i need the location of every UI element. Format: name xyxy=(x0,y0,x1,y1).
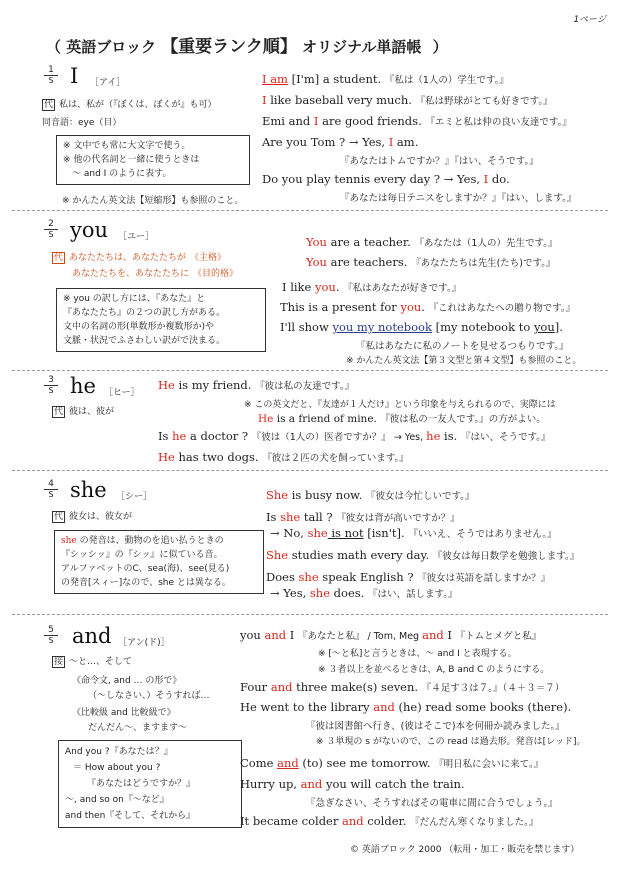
example-sentence: → Yes, she does. 『はい、話します。』 xyxy=(270,586,458,600)
entry-meaning: 代 彼は、彼が xyxy=(54,407,115,417)
page-title xyxy=(46,32,448,57)
example-sentence: Four and three make(s) seven. 『４足す３は７。』（４＋３＝７） xyxy=(240,680,565,694)
example-sentence: Is she tall ? 『彼女は背が高いですか？』 xyxy=(266,510,460,524)
divider xyxy=(12,470,608,471)
entry-number: 2 S xyxy=(44,220,58,239)
example-sentence: Hurry up, and you will catch the train. xyxy=(240,777,465,791)
example-sentence: I like you. 『私はあなたが好きです。』 xyxy=(282,280,462,294)
entry-sense: だんだん～、ますます～ xyxy=(88,723,188,733)
entry-meaning: 代 私は、私が（『ぼくは、ぼくが』も可） xyxy=(44,100,217,110)
example-sentence: She is busy now. 『彼女は今忙しいです。』 xyxy=(266,488,475,502)
entry-number: 1 S xyxy=(44,66,58,85)
example-sentence: You are a teacher. 『あなたは（1人の）先生です。』 xyxy=(306,235,558,249)
entry-sense: 《命令文, and … の形で》 xyxy=(72,676,182,686)
entry-reading: ［ヒー］ xyxy=(104,388,140,398)
example-note: ※ かんたん英文法【第３文型と第４文型】も参照のこと。 xyxy=(346,356,582,366)
entry-word: she xyxy=(70,478,107,502)
divider xyxy=(12,210,608,211)
example-sentence: I am [I'm] a student. 『私は（1人の）学生です。』 xyxy=(262,72,509,86)
example-sentence: Are you Tom ? → Yes, I am. xyxy=(262,135,419,149)
entry-meaning: 接 ～と…、そして xyxy=(54,657,133,667)
example-sentence: → No, she is not [isn't]. 『いいえ、そうではありません。』 xyxy=(270,526,557,540)
entry-reading: ［ユー］ xyxy=(118,232,155,242)
note-extra: ※ かんたん英文法【短縮形】も参照のこと。 xyxy=(62,196,244,206)
entry-meaning: あなたたちを、あなたたちに 《目的格》 xyxy=(72,269,239,279)
example-sentence: you and I 『あなたと私』 / Tom, Meg and I 『トムとメグと私』 xyxy=(240,628,542,642)
example-sentence: He went to the library and (he) read some books (there). xyxy=(240,700,572,714)
example-sentence: She studies math every day. 『彼女は毎日数学を勉強します。』 xyxy=(266,548,580,562)
example-translation: 『あなたは毎日テニスをしますか？』『はい、します。』 xyxy=(340,193,577,204)
note-box: ※ 文中でも常に大文字で使う。 ※ 他の代名詞と一緒に使うときは ～ and I のように表す。 xyxy=(56,135,250,185)
example-note: ※ [～と私]と言うときは、～ and I と表現する。 xyxy=(318,649,517,659)
example-sentence: Do you play tennis every day ? → Yes, I do. xyxy=(262,172,510,186)
title-open: （ xyxy=(46,38,62,56)
example-sentence: You are teachers. 『あなたたちは先生(たち)です。』 xyxy=(306,255,556,269)
example-sentence: Come and (to) see me tomorrow. 『明日私に会いに来て。』 xyxy=(240,756,544,770)
example-sentence: Emi and I are good friends. 『エミと私は仲の良い友達です。』 xyxy=(262,114,572,128)
entry-reading: ［アン(ド)］ xyxy=(118,638,170,648)
example-sentence: Is he a doctor ? 『彼は（1人の）医者ですか？』 → Yes, he is. 『はい、そうです。』 xyxy=(158,429,551,443)
entry-word: you xyxy=(70,218,109,242)
page-label: 1ページ xyxy=(573,15,606,25)
entry-meaning: 代 彼女は、彼女が xyxy=(54,512,133,522)
title-part2: 【重要ランク順】 xyxy=(161,37,297,57)
entry-sense: 《比較級 and 比較級で》 xyxy=(72,708,176,718)
title-part1: 英語ブロック xyxy=(66,38,156,56)
example-sentence: He is a friend of mine. 『彼は私の一友人です。』の方がよい。 xyxy=(258,413,546,425)
phrase-box: And you ?『あなたは？』 ＝ How about you ? 『あなたはどうですか？』 ～, and so on『～など』 and then『そして、それから』 xyxy=(58,740,242,828)
entry-sense: （～しなさい、）そうすれば… xyxy=(88,691,210,701)
example-sentence: He is my friend. 『彼は私の友達です。』 xyxy=(158,378,355,392)
example-translation: 『あなたはトムですか？』『はい、そうです。』 xyxy=(340,156,539,167)
example-sentence: Does she speak English ? 『彼女は英語を話しますか？』 xyxy=(266,570,551,584)
entry-homophone: 同音語：eye（目） xyxy=(42,118,122,128)
entry-number: 3 S xyxy=(44,376,58,395)
example-note: ※ ３者以上を並べるときは、A, B and C のようにする。 xyxy=(318,665,550,675)
example-translation: 『彼は図書館へ行き、(彼はそこで)本を何冊か読みました。』 xyxy=(306,721,565,732)
title-part3: オリジナル単語帳 xyxy=(302,38,422,56)
divider xyxy=(12,614,608,615)
example-sentence: It became colder and colder. 『だんだん寒くなりました。』 xyxy=(240,814,539,828)
entry-number: 5 S xyxy=(44,626,58,645)
example-sentence: I'll show you my notebook [my notebook to you]. xyxy=(280,320,563,334)
example-note: ※ ３単現の s がないので、この read は過去形。発音は[レッド]。 xyxy=(316,737,586,747)
entry-word: I xyxy=(70,64,79,88)
footer-copyright: © 英語ブロック 2000 （転用・加工・販売を禁じます） xyxy=(350,845,580,855)
divider xyxy=(12,370,608,371)
entry-meaning: 代 あなたたちは、あなたたちが 《主格》 xyxy=(54,253,227,263)
note-box: she の発音は、動物のを追い払うときの 『シッシッ』の『シッ』に似ている音。 アルファベットのC、sea(海)、see(見る) の発音[スィー]なので、she とは異なる。 xyxy=(54,530,264,594)
entry-word: and xyxy=(72,624,112,648)
entry-reading: ［シー］ xyxy=(116,492,153,502)
example-sentence: I like baseball very much. 『私は野球がとても好きです。』 xyxy=(262,93,553,107)
example-sentence: He has two dogs. 『彼は２匹の犬を飼っています。』 xyxy=(158,450,409,464)
example-translation: 『私はあなたに私のノートを見せるつもりです。』 xyxy=(356,341,569,352)
note-box: ※ you の訳し方には、『あなた』と 『あなたたち』の２つの訳し方がある。 文中の名詞の形(単数形か複数形か)や 文脈・状況でふさわしい訳がで決まる。 xyxy=(56,288,266,352)
entry-reading: ［アイ］ xyxy=(90,78,126,88)
example-note: ※ この英文だと、『友達が１人だけ』という印象を与えられるので、実際には xyxy=(244,400,556,410)
entry-word: he xyxy=(70,374,96,398)
entry-number: 4 S xyxy=(44,480,58,499)
title-close: ） xyxy=(432,38,448,56)
example-sentence: This is a present for you. 『これはあなたへの贈り物です。』 xyxy=(280,300,576,314)
example-translation: 『急ぎなさい、そうすればその電車に間に合うでしょう。』 xyxy=(306,798,558,809)
